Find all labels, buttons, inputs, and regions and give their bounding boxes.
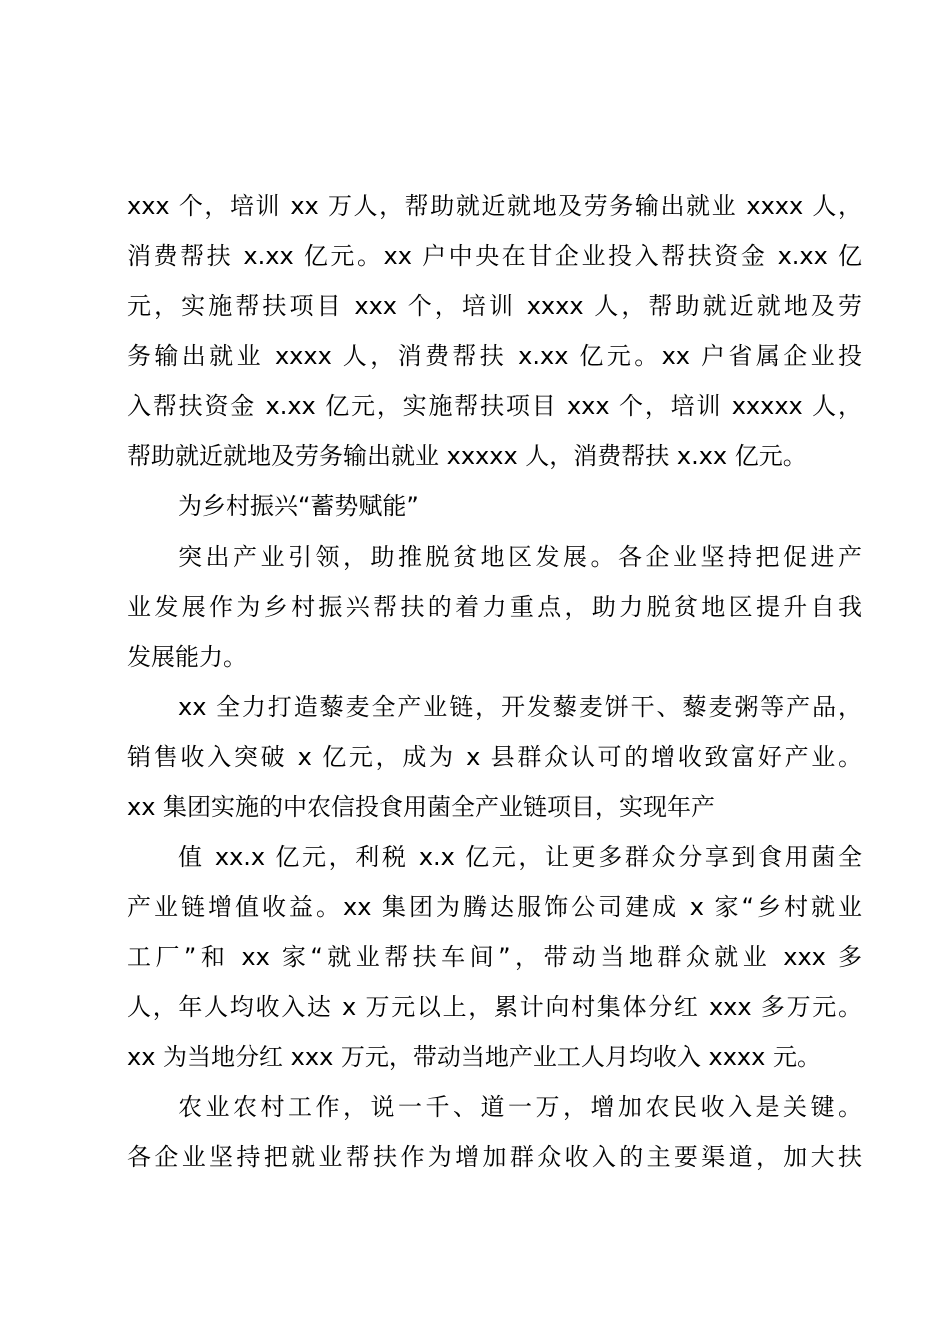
- body-text-line: xxx 个，培训 xx 万人，帮助就近就地及劳务输出就业 xxxx 人，: [127, 192, 862, 220]
- body-text-line: 农业农村工作，说一千、道一万，增加农民收入是关键。: [178, 1093, 862, 1121]
- body-text-line: 消费帮扶 x.xx 亿元。xx 户中央在甘企业投入帮扶资金 x.xx 亿: [127, 242, 862, 270]
- body-text-line: 销售收入突破 x 亿元，成为 x 县群众认可的增收致富好产业。: [127, 743, 862, 771]
- body-text-line: 业发展作为乡村振兴帮扶的着力重点，助力脱贫地区提升自我: [127, 593, 862, 621]
- body-text-line: 工厂”和 xx 家“就业帮扶车间”，带动当地群众就业 xxx 多: [127, 943, 862, 971]
- body-text-line: 各企业坚持把就业帮扶作为增加群众收入的主要渠道，加大扶: [127, 1143, 862, 1171]
- body-text-line: 发展能力。: [127, 643, 247, 671]
- body-text-line: 入帮扶资金 x.xx 亿元，实施帮扶项目 xxx 个，培训 xxxxx 人，: [127, 392, 862, 420]
- body-text-line: 帮助就近就地及劳务输出就业 xxxxx 人，消费帮扶 x.xx 亿元。: [127, 442, 807, 470]
- body-text-line: 人，年人均收入达 x 万元以上，累计向村集体分红 xxx 多万元。: [127, 993, 862, 1021]
- section-heading: 为乡村振兴“蓄势赋能”: [178, 492, 419, 520]
- body-text-line: 值 xx.x 亿元，利税 x.x 亿元，让更多群众分享到食用菌全: [178, 843, 862, 871]
- body-text-line: xx 全力打造藜麦全产业链，开发藜麦饼干、藜麦粥等产品，: [178, 693, 862, 721]
- body-text-line: 突出产业引领，助推脱贫地区发展。各企业坚持把促进产: [178, 543, 862, 571]
- body-text-line: xx 集团实施的中农信投食用菌全产业链项目，实现年产: [127, 793, 716, 821]
- body-text-line: 元，实施帮扶项目 xxx 个，培训 xxxx 人，帮助就近就地及劳: [127, 292, 862, 320]
- body-text-line: xx 为当地分红 xxx 万元，带动当地产业工人月均收入 xxxx 元。: [127, 1043, 821, 1071]
- body-text-line: 产业链增值收益。xx 集团为腾达服饰公司建成 x 家“乡村就业: [127, 893, 862, 921]
- body-text-line: 务输出就业 xxxx 人，消费帮扶 x.xx 亿元。xx 户省属企业投: [127, 342, 862, 370]
